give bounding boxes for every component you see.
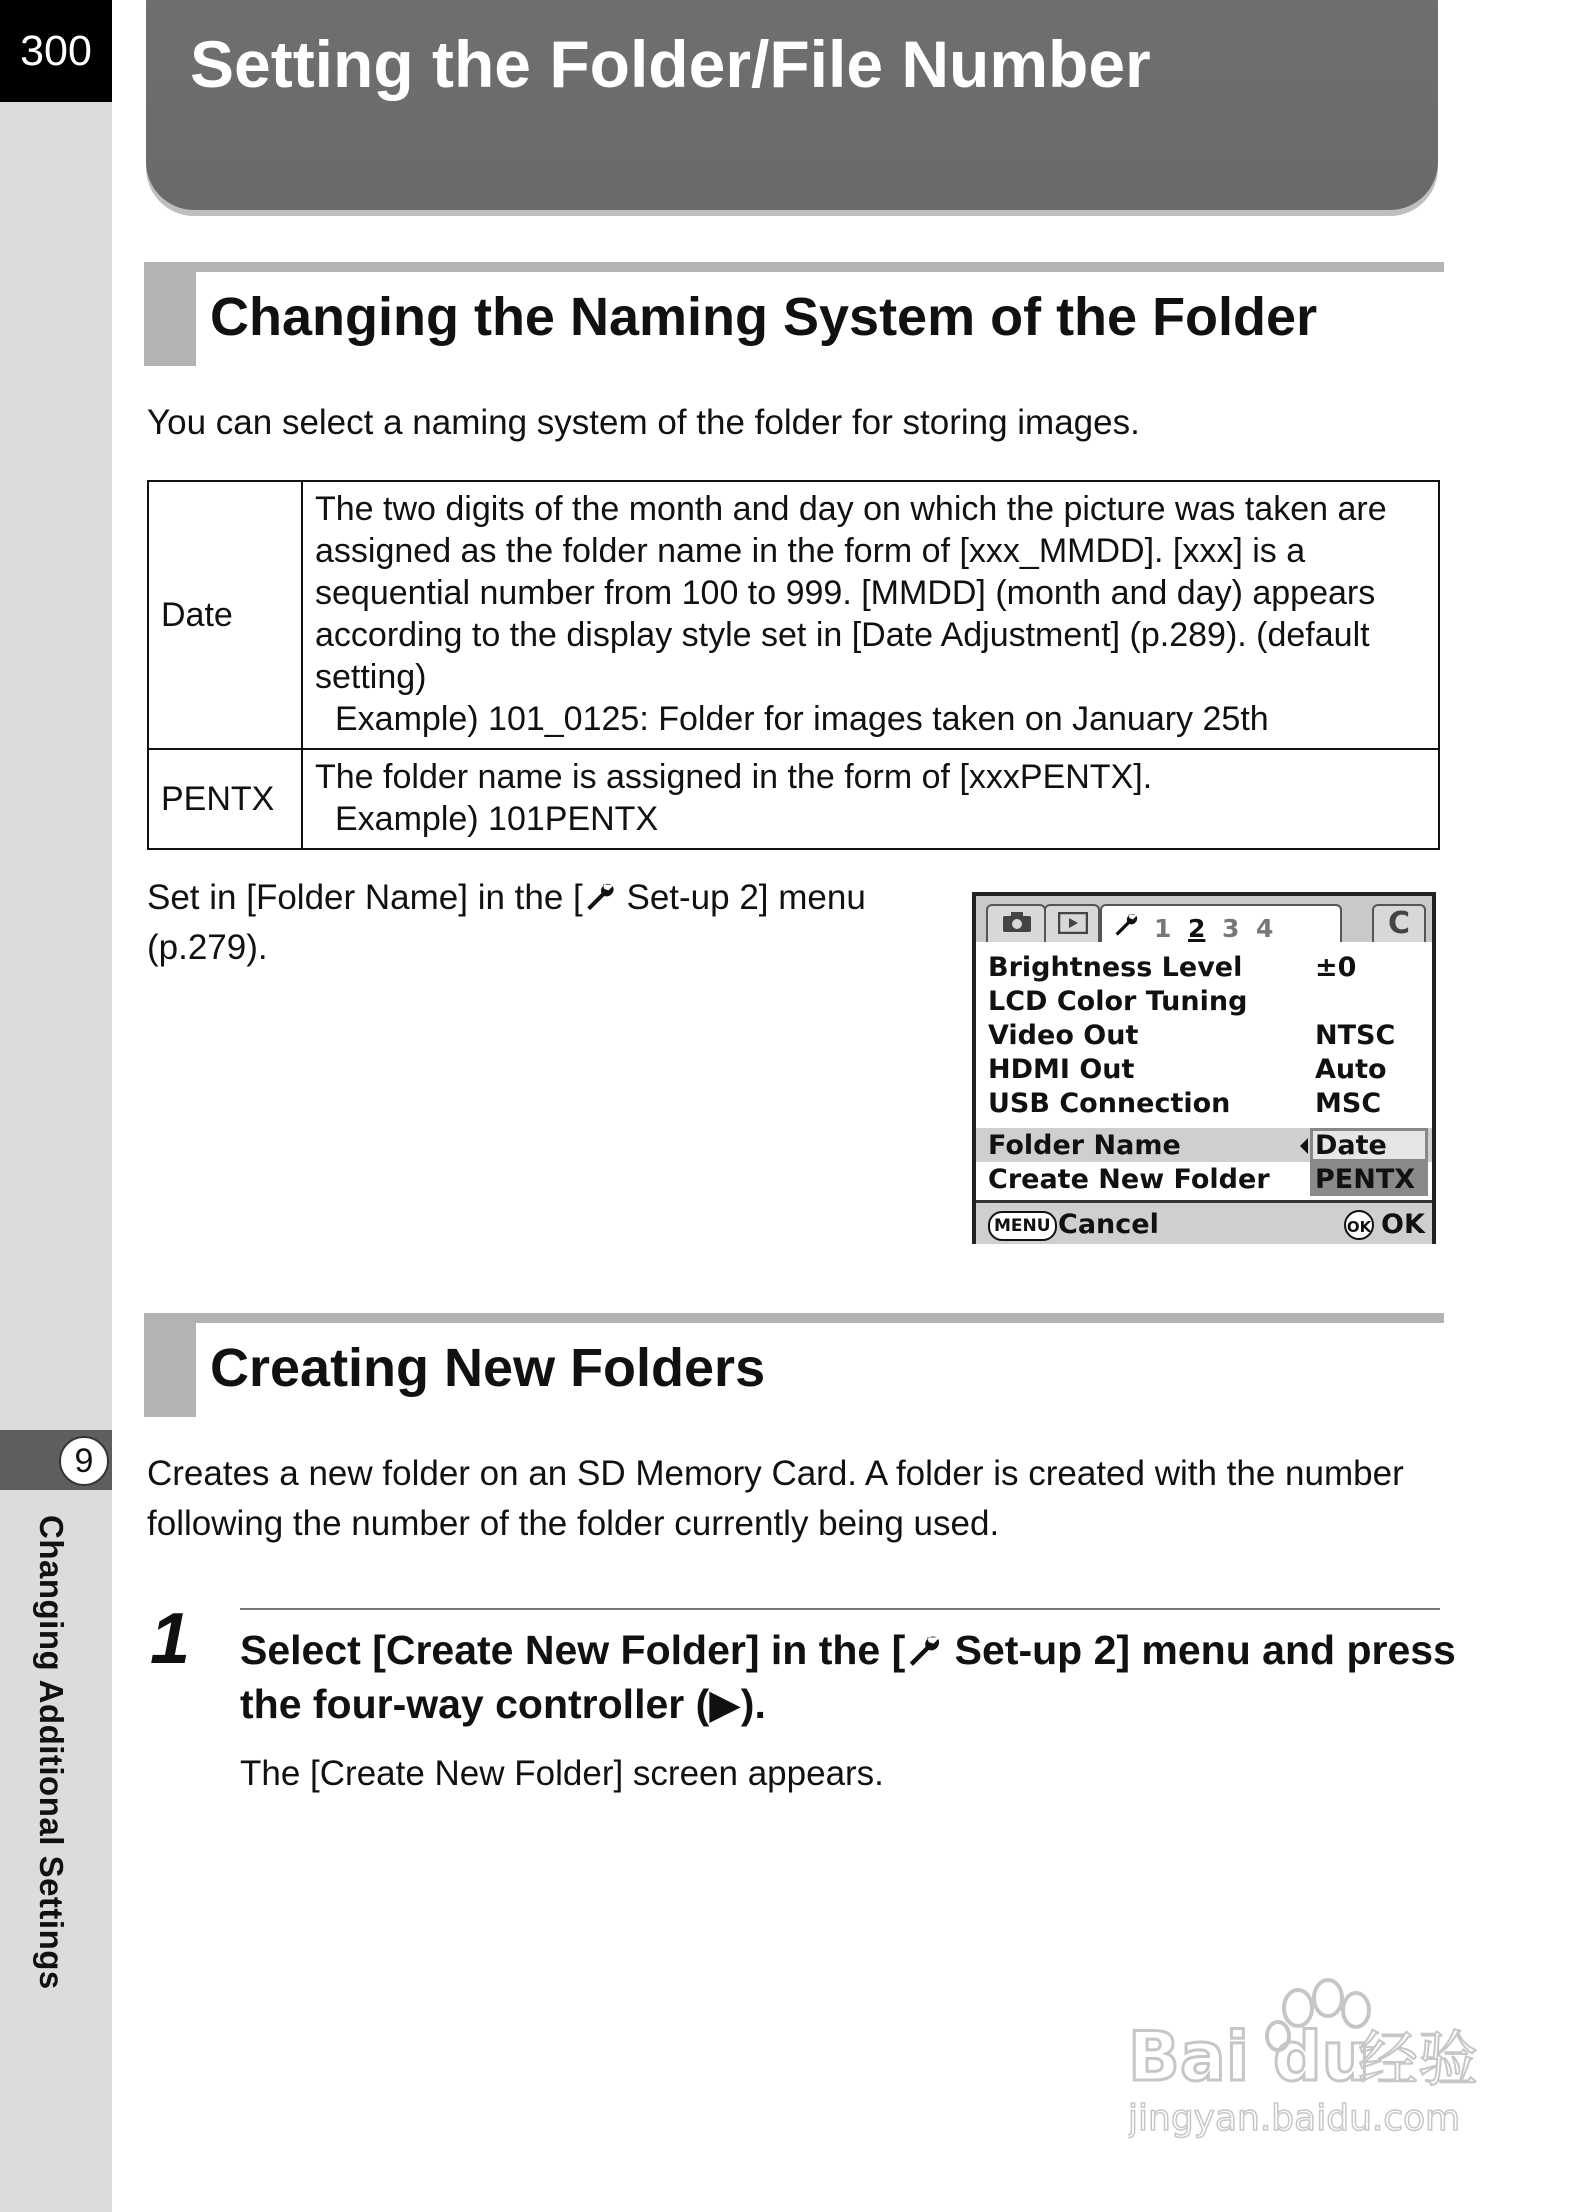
ok-label: OK — [1381, 1209, 1425, 1240]
chapter-title-vertical: Changing Additional Settings — [33, 1515, 70, 1990]
description-text: The folder name is assigned in the form of [xxxPENTX]. — [315, 758, 1153, 796]
menu-item-value: MSC — [1315, 1088, 1382, 1119]
menu-item-hdmi-out[interactable] — [976, 1052, 1432, 1086]
menu-item-label: HDMI Out — [988, 1054, 1135, 1085]
camera-menu-screen — [972, 892, 1436, 1244]
chapter-number-badge: 9 — [59, 1436, 109, 1486]
playback-icon — [1058, 912, 1088, 934]
table-description — [302, 481, 1439, 749]
section-rule — [144, 262, 1444, 272]
tab-page-3[interactable]: 3 — [1222, 914, 1240, 943]
table-row — [148, 749, 1439, 849]
example-text: Example) 101PENTX — [335, 800, 659, 838]
option-pentx-label: PENTX — [1315, 1164, 1416, 1195]
step-number: 1 — [150, 1599, 191, 1679]
description-text: The two digits of the month and day on which the picture was taken are assigned as the folder name in the form of [xxx_MMDD]. [xxx] is a sequential number from 100 to 999. [MMDD] (month and day) appears according to the display style set in [Date Adjustment] (p.289). (default setting) — [315, 490, 1387, 696]
menu-item-label: Folder Name — [988, 1130, 1181, 1161]
menu-item-value: ±0 — [1315, 952, 1357, 983]
wrench-icon — [905, 1631, 943, 1669]
step-result: The [Create New Folder] screen appears. — [240, 1754, 884, 1793]
menu-item-brightness-level[interactable] — [976, 950, 1432, 984]
tab-page-1[interactable]: 1 — [1154, 914, 1172, 943]
set-in-text-after: Set-up 2] menu (p.279). — [147, 878, 866, 967]
tab-playback[interactable] — [1044, 904, 1100, 942]
naming-system-table — [147, 480, 1440, 850]
set-in-text-before: Set in [Folder Name] in the [ — [147, 878, 583, 917]
baidu-watermark — [1128, 1970, 1498, 2150]
wrench-icon — [1112, 910, 1140, 938]
option-date-label: Date — [1315, 1130, 1387, 1161]
section-intro: You can select a naming system of the folder for storing images. — [147, 403, 1140, 442]
step-instruction-before: Select [Create New Folder] in the [ — [240, 1627, 906, 1673]
section-intro: Creates a new folder on an SD Memory Card. A folder is created with the number following the number of the folder currently being used. — [147, 1454, 1404, 1543]
section-title: Changing the Naming System of the Folder — [210, 287, 1318, 347]
menu-item-label: Create New Folder — [988, 1164, 1270, 1195]
cancel-label: Cancel — [1058, 1209, 1159, 1240]
watermark-cn: 经验 — [1358, 2025, 1478, 2095]
section-rule — [144, 1313, 1444, 1323]
section-marker — [144, 262, 196, 366]
menu-item-usb-connection[interactable] — [976, 1086, 1432, 1120]
page-number: 300 — [0, 0, 112, 102]
menu-item-label: LCD Color Tuning — [988, 986, 1248, 1017]
set-in-instruction — [147, 873, 907, 973]
section-heading-naming-system — [144, 262, 1444, 366]
watermark-brand2: du — [1273, 2018, 1371, 2097]
step-instruction — [240, 1623, 1460, 1731]
step-rule — [240, 1608, 1440, 1610]
table-row — [148, 481, 1439, 749]
section-title: Creating New Folders — [210, 1338, 766, 1398]
step-instruction-after: Set-up 2] menu and press the four-way controller (▶). — [240, 1627, 1456, 1727]
watermark-brand: Bai — [1128, 2018, 1250, 2097]
menu-item-value: Auto — [1315, 1054, 1387, 1085]
menu-item-label: Brightness Level — [988, 952, 1243, 983]
tab-page-4[interactable]: 4 — [1256, 914, 1274, 943]
wrench-icon — [583, 879, 617, 913]
tab-setup[interactable] — [1100, 904, 1342, 942]
menu-footer — [976, 1203, 1432, 1244]
watermark-url: jingyan.baidu.com — [1128, 2098, 1461, 2139]
menu-item-video-out[interactable] — [976, 1018, 1432, 1052]
chevron-left-icon — [1300, 1138, 1308, 1154]
menu-item-label: USB Connection — [988, 1088, 1231, 1119]
ok-key-icon[interactable]: OK — [1344, 1210, 1374, 1240]
table-term: PENTX — [148, 749, 302, 849]
table-description — [302, 749, 1439, 849]
section-marker — [144, 1313, 196, 1417]
example-text: Example) 101_0125: Folder for images taken on January 25th — [335, 700, 1269, 738]
tab-custom-label: C — [1388, 906, 1411, 941]
option-date[interactable] — [1310, 1128, 1428, 1162]
menu-item-label: Video Out — [988, 1020, 1139, 1051]
menu-item-value: NTSC — [1315, 1020, 1396, 1051]
tab-page-2[interactable]: 2 — [1188, 914, 1206, 943]
menu-item-lcd-color-tuning[interactable] — [976, 984, 1432, 1018]
tab-capture[interactable] — [986, 904, 1046, 942]
table-term: Date — [148, 481, 302, 749]
page-title: Setting the Folder/File Number — [190, 27, 1151, 101]
camera-icon — [1002, 911, 1032, 933]
menu-key-icon[interactable]: MENU — [988, 1211, 1057, 1241]
menu-tab-bar — [976, 896, 1432, 942]
option-pentx[interactable] — [1310, 1162, 1428, 1196]
section-heading-new-folders — [144, 1313, 1444, 1417]
tab-custom[interactable] — [1372, 904, 1426, 942]
